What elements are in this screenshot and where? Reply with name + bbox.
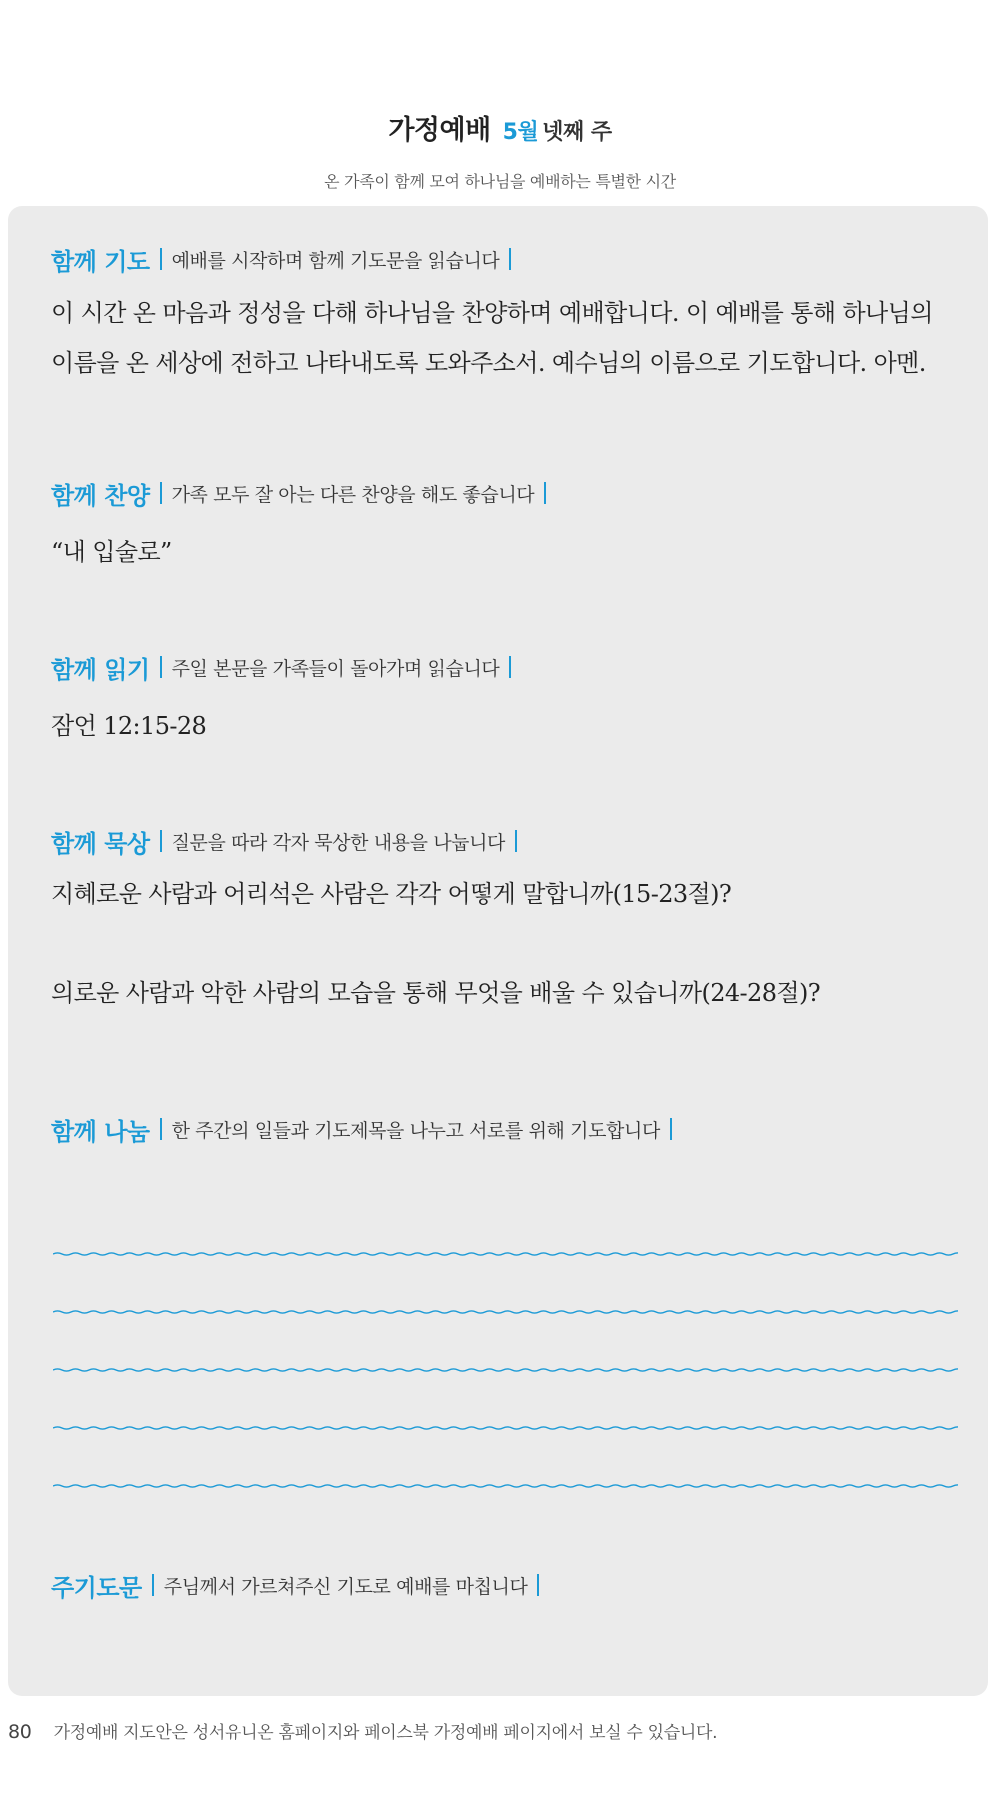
section-description: 예배를 시작하며 함께 기도문을 읽습니다 <box>171 249 500 272</box>
title-text: 가정예배 <box>388 115 491 146</box>
section-header <box>51 1112 971 1146</box>
section-header <box>51 650 971 684</box>
meditation-question-1: 지혜로운 사람과 어리석은 사람은 각각 어떻게 말합니까(15-23절)? <box>51 880 732 908</box>
divider <box>509 656 511 678</box>
section-description: 질문을 따라 각자 묵상한 내용을 나눕니다 <box>171 831 506 854</box>
section-header <box>51 824 971 858</box>
page-number: 80 <box>8 1721 32 1743</box>
section-title: 함께 기도 <box>51 247 150 276</box>
divider <box>670 1118 672 1140</box>
writing-line-1[interactable] <box>53 1249 958 1259</box>
section-title: 함께 읽기 <box>51 655 150 684</box>
section-meditation <box>51 824 971 1008</box>
section-praise <box>51 476 971 567</box>
section-description: 주님께서 가르쳐주신 기도로 예배를 마칩니다 <box>163 1575 528 1598</box>
section-title: 함께 찬양 <box>51 481 150 510</box>
divider <box>152 1574 154 1596</box>
divider <box>537 1574 539 1596</box>
divider <box>160 1118 162 1140</box>
section-lords-prayer <box>51 1568 971 1602</box>
section-description: 한 주간의 일들과 기도제목을 나누고 서로를 위해 기도합니다 <box>171 1119 660 1142</box>
hymn-title: “내 입술로” <box>51 538 172 566</box>
section-description: 주일 본문을 가족들이 돌아가며 읽습니다 <box>171 657 500 680</box>
writing-line-2[interactable] <box>53 1307 958 1317</box>
section-sharing <box>51 1112 971 1146</box>
divider <box>160 482 162 504</box>
section-title: 주기도문 <box>51 1573 142 1602</box>
section-title: 함께 나눔 <box>51 1117 150 1146</box>
page-header <box>0 108 1000 192</box>
section-header <box>51 242 971 276</box>
divider <box>544 482 546 504</box>
prayer-text: 이 시간 온 마음과 정성을 다해 하나님을 찬양하며 예배합니다. 이 예배를 통해 하나님의 이름을 온 세상에 전하고 나타내도록 도와주소서. 예수님의 이름으로 기도합니다. 아멘. <box>51 299 933 377</box>
divider <box>515 830 517 852</box>
section-header <box>51 1568 971 1602</box>
title-month: 5월 <box>502 120 539 145</box>
divider <box>160 830 162 852</box>
writing-line-4[interactable] <box>53 1423 958 1433</box>
page-subtitle: 온 가족이 함께 모여 하나님을 예배하는 특별한 시간 <box>324 172 676 191</box>
section-title: 함께 묵상 <box>51 829 150 858</box>
page-title <box>0 108 1000 147</box>
scripture-reference: 잠언 12:15-28 <box>51 712 207 740</box>
section-prayer <box>51 242 971 388</box>
page-footer <box>8 1718 717 1743</box>
section-header <box>51 476 971 510</box>
title-week: 넷째 주 <box>542 120 612 145</box>
worship-panel <box>8 206 988 1696</box>
writing-line-3[interactable] <box>53 1365 958 1375</box>
divider <box>509 248 511 270</box>
divider <box>160 248 162 270</box>
meditation-question-2: 의로운 사람과 악한 사람의 모습을 통해 무엇을 배울 수 있습니까(24-28절)? <box>51 979 821 1007</box>
divider <box>160 656 162 678</box>
writing-line-5[interactable] <box>53 1481 958 1491</box>
section-reading <box>51 650 971 741</box>
section-description: 가족 모두 잘 아는 다른 찬양을 해도 좋습니다 <box>171 483 535 506</box>
footer-note: 가정예배 지도안은 성서유니온 홈페이지와 페이스북 가정예배 페이지에서 보실 수 있습니다. <box>53 1723 718 1743</box>
